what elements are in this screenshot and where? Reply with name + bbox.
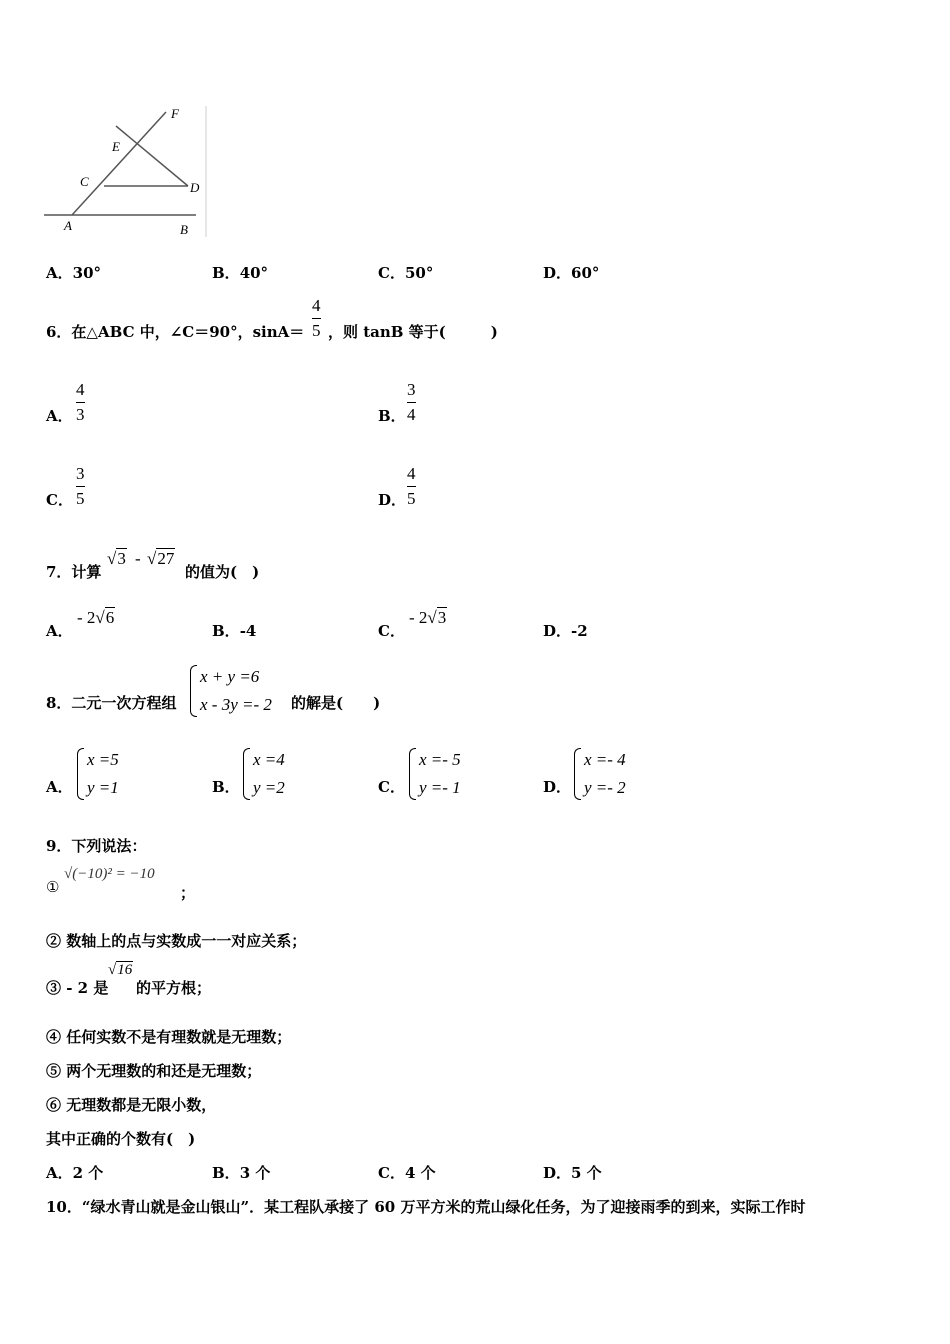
q5-option-a[interactable]: A．30° (46, 264, 102, 282)
q8-option-a[interactable]: A． (46, 778, 73, 796)
label-f: F (171, 106, 179, 121)
q8-option-b[interactable]: B． (212, 778, 240, 796)
q9-option-a[interactable]: A．2 个 (46, 1164, 104, 1182)
q6-stem-fraction: 4 5 (312, 296, 321, 340)
q7-sqrt-3: √3 (107, 549, 126, 568)
q7-option-c-expr: - 2√3 (409, 608, 447, 627)
label-a: A (64, 218, 72, 233)
line-af (72, 112, 166, 215)
q9-s1-expr: √(−10)² = −10 (64, 866, 155, 882)
q8-system: x + y =6 x - 3y =- 2 (190, 663, 272, 719)
q6-option-c-fraction: 3 5 (76, 464, 85, 508)
q7-option-c[interactable]: C． (378, 622, 405, 640)
q7-option-d[interactable]: D．-2 (543, 622, 588, 640)
q9-s3-post: 的平方根； (136, 979, 212, 997)
q8-option-c[interactable]: C． (378, 778, 405, 796)
q9-ask: 其中正确的个数有( ) (46, 1130, 196, 1148)
geometry-figure (44, 104, 209, 239)
q9-s3-sqrt: √16 (108, 962, 133, 978)
q8-stem-pre: 8．二元一次方程组 (46, 694, 177, 712)
q6-option-b[interactable]: B． (378, 407, 406, 425)
q6-stem-post: ，则 tanB 等于( ) (328, 323, 498, 341)
q6-option-d-fraction: 4 5 (407, 464, 416, 508)
q7-stem-post: 的值为( ) (185, 563, 260, 581)
q10-stem: 10．“绿水青山就是金山银山”．某工程队承接了 60 万平方米的荒山绿化任务，为了迎接雨季的到来，实际工作时 (46, 1198, 806, 1216)
q6-stem-pre: 6．在△ABC 中，∠C＝90°，sinA＝ (46, 323, 305, 341)
q9-s3-pre: ③ - 2 是 (46, 979, 109, 997)
q5-option-c[interactable]: C．50° (378, 264, 434, 282)
q6-option-a-fraction: 4 3 (76, 380, 85, 424)
q9-option-b[interactable]: B．3 个 (212, 1164, 271, 1182)
label-c: C (80, 174, 89, 189)
label-b: B (180, 222, 188, 237)
q7-option-a[interactable]: A． (46, 622, 73, 640)
label-e: E (112, 139, 120, 154)
q7-option-b[interactable]: B．-4 (212, 622, 257, 640)
q9-s1-end: ； (180, 884, 196, 902)
q7-sqrt-27: √27 (147, 549, 175, 568)
q5-option-d[interactable]: D．60° (543, 264, 600, 282)
q9-stem: 9．下列说法： (46, 837, 147, 855)
label-d: D (190, 180, 200, 195)
q8-stem-post: 的解是( ) (291, 694, 381, 712)
q9-statement-6: ⑥ 无理数都是无限小数， (46, 1096, 217, 1114)
q6-option-d[interactable]: D． (378, 491, 407, 509)
q6-option-a[interactable]: A． (46, 407, 73, 425)
q7-option-a-expr: - 2√6 (77, 608, 115, 627)
q8-option-a-system: x =5 y =1 (77, 746, 119, 802)
q7-minus: - (135, 549, 141, 568)
q8-option-d[interactable]: D． (543, 778, 572, 796)
q9-option-c[interactable]: C．4 个 (378, 1164, 436, 1182)
q9-statement-5: ⑤ 两个无理数的和还是无理数； (46, 1062, 262, 1080)
q9-statement-4: ④ 任何实数不是有理数就是无理数； (46, 1028, 292, 1046)
q8-option-c-system: x =- 5 y =- 1 (409, 746, 461, 802)
q6-option-b-fraction: 3 4 (407, 380, 416, 424)
q8-option-d-system: x =- 4 y =- 2 (574, 746, 626, 802)
q7-stem-pre: 7．计算 (46, 563, 102, 581)
q6-option-c[interactable]: C． (46, 491, 73, 509)
q9-option-d[interactable]: D．5 个 (543, 1164, 602, 1182)
q8-option-b-system: x =4 y =2 (243, 746, 285, 802)
q9-statement-2: ② 数轴上的点与实数成一一对应关系； (46, 932, 307, 950)
q9-s1-mark: ① (46, 878, 60, 896)
q5-option-b[interactable]: B．40° (212, 264, 269, 282)
